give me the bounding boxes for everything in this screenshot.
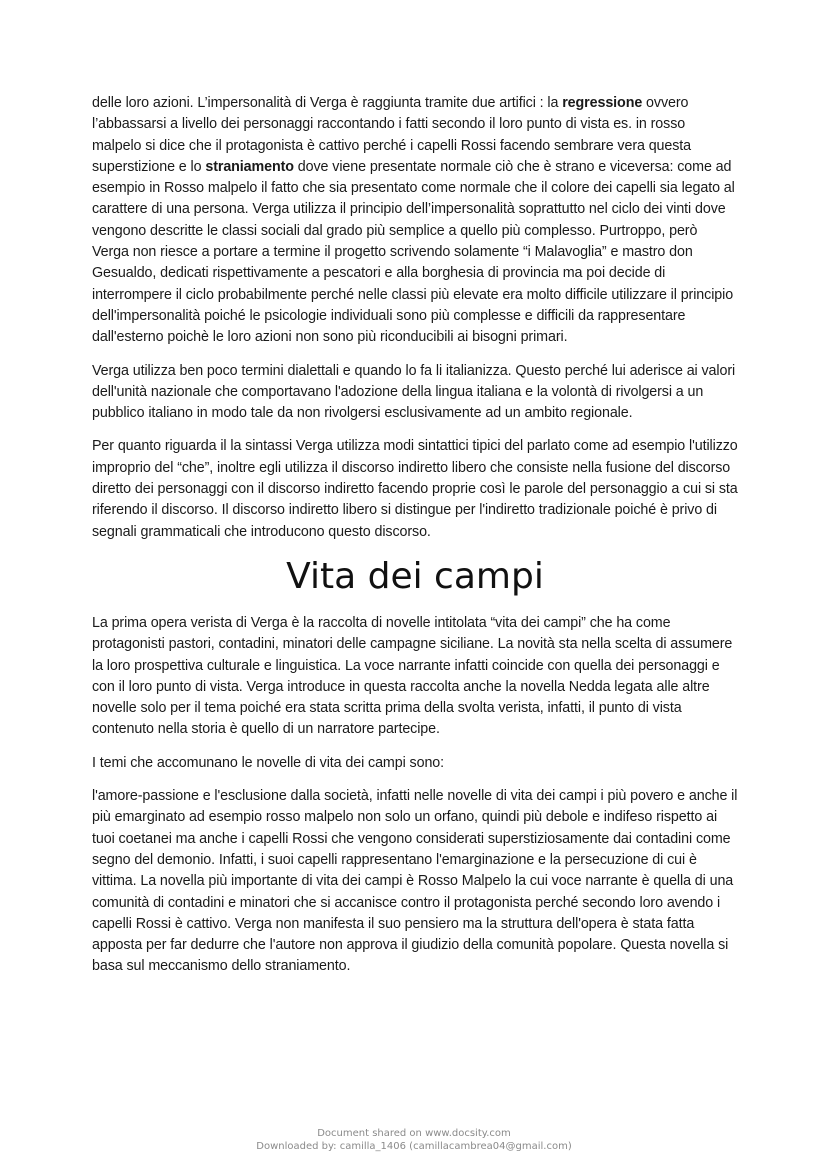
text-segment: Verga utilizza ben poco termini dialettali e quando lo fa li italianizza. Questo perché lui aderisce ai valori dell'unità nazionale che comportavano l'adozione della lingua italiana e la volontà di rivolgersi a un pubblico italiano in modo tale da non rivolgersi esclusivamente ad un ambito regionale. xyxy=(92,362,736,422)
paragraph xyxy=(92,93,738,349)
bold-term: straniamento xyxy=(205,158,294,175)
paragraphs-bottom xyxy=(92,613,738,978)
paragraph xyxy=(92,786,738,978)
text-segment: I temi che accomunano le novelle di vita dei campi sono: xyxy=(92,754,445,771)
text-segment: l'amore-passione e l'esclusione dalla società, infatti nelle novelle di vita dei campi i più povero e anche il più emarginato ad esempio rosso malpelo non solo un orfano, quindi più debole e indifeso rispetto ai tuoi coetanei ma anche i capelli Rossi che vengono considerati superstiziosamente dai contadini come segno del demonio. Infatti, i suoi capelli rappresentano l'emarginazione e la persecuzione di cui è vittima. La novella più importante di vita dei campi è Rosso Malpelo la cui voce narrante è quella di una comunità di contadini e minatori che si accanisce contro il protagonista perché secondo loro avendo i capelli Rossi è cattivo. Verga non manifesta il suo pensiero ma la struttura dell'opera è stata fatta apposta per far dedurre che l'autore non approva il giudizio della comunità popolare. Questa novella si basa sul meccanismo dello straniamento. xyxy=(92,788,738,975)
paragraph xyxy=(92,361,738,425)
paragraph xyxy=(92,753,738,774)
paragraph xyxy=(92,436,738,542)
paragraphs-top xyxy=(92,93,738,543)
footer-shared-line: Document shared on www.docsity.com xyxy=(317,1128,511,1139)
text-segment: dove viene presentate normale ciò che è strano e viceversa: come ad esempio in Rosso malpelo il fatto che sia presentato come normale che il colore dei capelli sia legato al carattere di una persona. Verga utilizza il principio dell’impersonalità soprattutto nel ciclo dei vinti dove vengono descritte le classi sociali dal grado più semplice a quello più complesso. Purtroppo, però Verga non riesce a portare a termine il progetto scrivendo solamente “i Malavoglia” e mastro don Gesualdo, dedicati rispettivamente a pescatori e alla borghesia di provincia ma poi decide di interrompere il ciclo probabilmente perché nelle classi più elevate era molto difficile utilizzare il principio dell'impersonalità poiché le psicologie individuali sono più complesse e difficili da rappresentare dall'esterno poichè le loro azioni non sono più riconducibili ai bisogni primari. xyxy=(92,158,735,346)
bold-term: regressione xyxy=(562,95,643,111)
text-segment: La prima opera verista di Verga è la raccolta di novelle intitolata “vita dei campi” che ha come protagonisti pastori, contadini, minatori delle campagne siciliane. La novità sta nella scelta di assumere la loro prospettiva culturale e linguistica. La voce narrante infatti coincide con quella dei personaggi e con il loro punto di vista. Verga introduce in questa raccolta anche la novella Nedda legata alle altre novelle solo per il tema poiché era stata scritta prima della svolta verista, infatti, il punto di vista contenuto nella storia è quello di un narratore partecipe. xyxy=(92,614,733,738)
document-page xyxy=(92,93,738,990)
section-title: Vita dei campi xyxy=(286,555,544,597)
text-segment: ovvero l’abbassarsi a livello dei personaggi raccontando i fatti secondo il loro punto di vista es. in rosso malpelo si dice che il protagonista è cattivo perché i capelli Rossi facendo sembrare vera questa superstizione e lo xyxy=(92,95,692,175)
text-segment: delle loro azioni. L’impersonalità di Verga è raggiunta tramite due artifici : la xyxy=(92,95,563,111)
footer-downloaded-line: Downloaded by: camilla_1406 (camillacambrea04@gmail.com) xyxy=(256,1140,572,1152)
page-footer xyxy=(0,1128,828,1153)
paragraph xyxy=(92,613,738,741)
text-segment: Per quanto riguarda il la sintassi Verga utilizza modi sintattici tipici del parlato come ad esempio l'utilizzo improprio del “che”, inoltre egli utilizza il discorso indiretto libero che consiste nella fusione del discorso diretto dei personaggi con il discorso indiretto facendo proprie così le parole del personaggio a cui si sta riferendo il discorso. Il discorso indiretto libero si distingue per l'indiretto tradizionale poiché è privo di segnali grammaticali che introducono questo discorso. xyxy=(92,438,738,540)
